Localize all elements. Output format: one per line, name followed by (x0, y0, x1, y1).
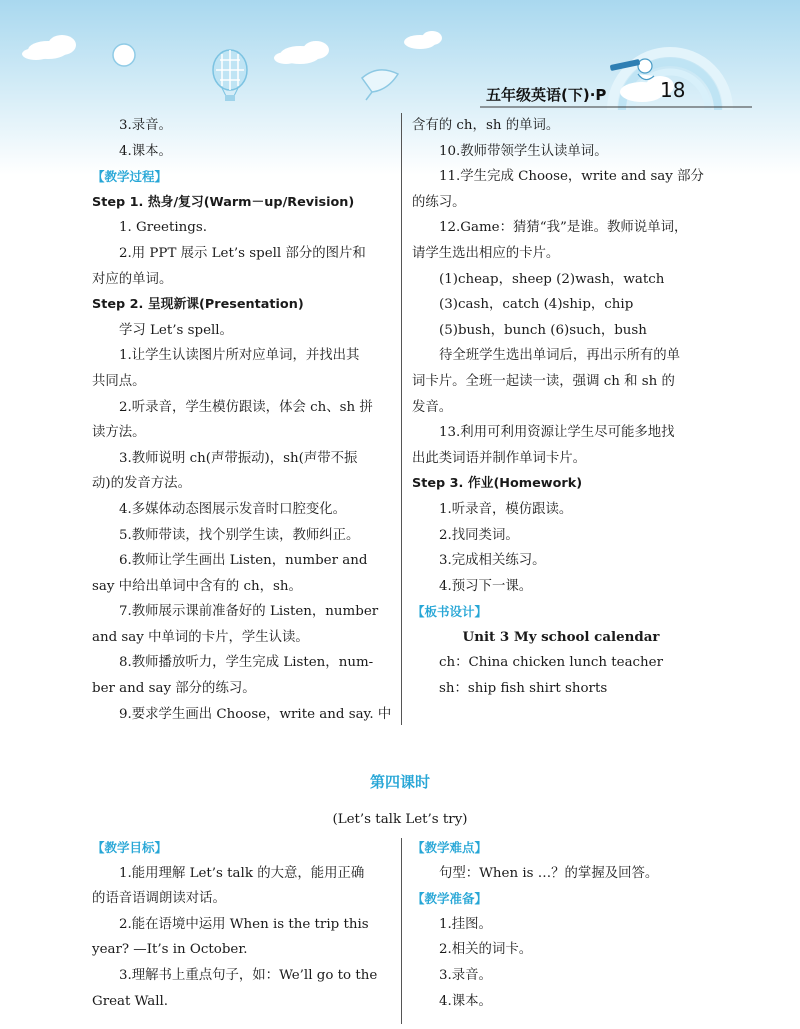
section1-right-column (412, 113, 710, 702)
text-line: 1.能用理解 Let’s talk 的大意，能用正确 (119, 865, 365, 881)
text-line: 4.课本。 (439, 993, 492, 1009)
lesson-subtitle: (Let’s talk Let’s try) (332, 812, 468, 827)
text-line: (5)bush，bunch (6)such，bush (439, 322, 647, 338)
text-line: 【板书设计】 (412, 604, 488, 620)
book-title: 五年级英语(下)·P (486, 86, 607, 104)
text-line: 2.相关的词卡。 (439, 942, 533, 958)
text-line: 3.完成相关练习。 (439, 553, 546, 569)
text-line: (3)cash，catch (4)ship，chip (439, 297, 634, 313)
text-line: 待全班学生选出单词后，再出示所有的单 (439, 348, 681, 364)
text-line: 3.教师说明 ch(声带振动)，sh(声带不振 (119, 450, 358, 466)
hot-air-balloon-icon (213, 50, 247, 101)
text-line: ber and say 部分的练习。 (92, 681, 256, 697)
text-line: Great Wall. (92, 993, 169, 1009)
cloud-icon (22, 35, 76, 60)
text-line: 7.教师展示课前准备好的 Listen，number (119, 604, 379, 620)
section1-left-column (92, 113, 390, 727)
page-number: 18 (660, 78, 686, 102)
text-line: 3.录音。 (439, 967, 492, 983)
cloud-icon (274, 41, 329, 64)
text-line: 发音。 (412, 399, 453, 415)
text-line: 2.听录音，学生模仿跟读，体会 ch、sh 拼 (119, 399, 373, 415)
text-line: 4.预习下一课。 (439, 578, 533, 594)
text-line: 8.教师播放听力，学生完成 Listen，num- (119, 655, 374, 671)
text-line: 3.录音。 (119, 118, 172, 133)
text-line: Unit 3 My school calendar (462, 628, 660, 645)
cloud-icon (404, 31, 442, 49)
text-line: 11.学生完成 Choose，write and say 部分 (439, 169, 704, 185)
text-line: 13.利用可利用资源让学生尽可能多地找 (439, 425, 675, 441)
text-line: 请学生选出相应的卡片。 (412, 245, 560, 261)
lesson-title: 第四课时 (369, 773, 430, 791)
text-line: 3.理解书上重点句子，如：We’ll go to the (119, 967, 378, 983)
text-line: Step 2. 呈现新课(Presentation) (92, 297, 304, 313)
text-line: 2.能在语境中运用 When is the trip this (119, 916, 369, 932)
text-line: say 中给出单词中含有的 ch，sh。 (92, 578, 302, 594)
section2-left-column (92, 835, 390, 1014)
text-line: 含有的 ch，sh 的单词。 (412, 118, 560, 133)
text-line: 9.要求学生画出 Choose，write and say. 中 (119, 706, 392, 722)
section2-right-column (412, 835, 710, 1014)
text-line: 4.课本。 (119, 143, 172, 159)
text-line: 动)的发音方法。 (92, 476, 191, 492)
sun-icon (113, 44, 135, 66)
text-line: 【教学准备】 (412, 891, 488, 907)
text-line: 的练习。 (412, 194, 466, 210)
text-line: 6.教师让学生画出 Listen，number and (119, 553, 368, 569)
text-line: ch：China chicken lunch teacher (439, 655, 664, 671)
text-line: 学习 Let’s spell。 (119, 322, 233, 338)
text-line: 读方法。 (92, 425, 146, 441)
text-line: 的语音语调朗读对话。 (92, 891, 226, 907)
text-line: year? —It’s in October. (92, 942, 248, 958)
column-divider (401, 113, 402, 725)
text-line: 5.教师带读，找个别学生读，教师纠正。 (119, 527, 360, 543)
text-line: 对应的单词。 (92, 271, 173, 287)
text-line: 【教学难点】 (412, 840, 488, 855)
text-line: Step 1. 热身/复习(Warm－up/Revision) (92, 194, 355, 210)
text-line: 2.用 PPT 展示 Let’s spell 部分的图片和 (119, 245, 366, 261)
text-line: (1)cheap，sheep (2)wash，watch (439, 271, 665, 287)
text-line: 1.挂图。 (439, 916, 492, 932)
text-line: sh：ship fish shirt shorts (439, 681, 608, 697)
text-line: 1. Greetings. (119, 220, 207, 236)
text-line: 句型：When is …？的掌握及回答。 (439, 865, 659, 881)
kite-icon (362, 70, 398, 100)
text-line: Step 3. 作业(Homework) (412, 476, 583, 492)
text-line: 1.听录音，模仿跟读。 (439, 501, 573, 517)
text-line: and say 中单词的卡片，学生认读。 (92, 629, 309, 645)
text-line: 2.找同类词。 (439, 527, 519, 543)
text-line: 【教学目标】 (92, 840, 168, 855)
text-line: 出此类词语并制作单词卡片。 (412, 450, 587, 466)
text-line: 12.Game：猜猜“我”是谁。教师说单词， (439, 220, 688, 236)
text-line: 【教学过程】 (92, 169, 168, 185)
text-line: 共同点。 (92, 373, 146, 389)
column-divider (401, 838, 402, 1024)
text-line: 10.教师带领学生认读单词。 (439, 143, 608, 159)
text-line: 词卡片。全班一起读一读，强调 ch 和 sh 的 (412, 373, 675, 389)
text-line: 1.让学生认读图片所对应单词，并找出其 (119, 348, 360, 364)
text-line: 4.多媒体动态图展示发音时口腔变化。 (119, 501, 347, 517)
